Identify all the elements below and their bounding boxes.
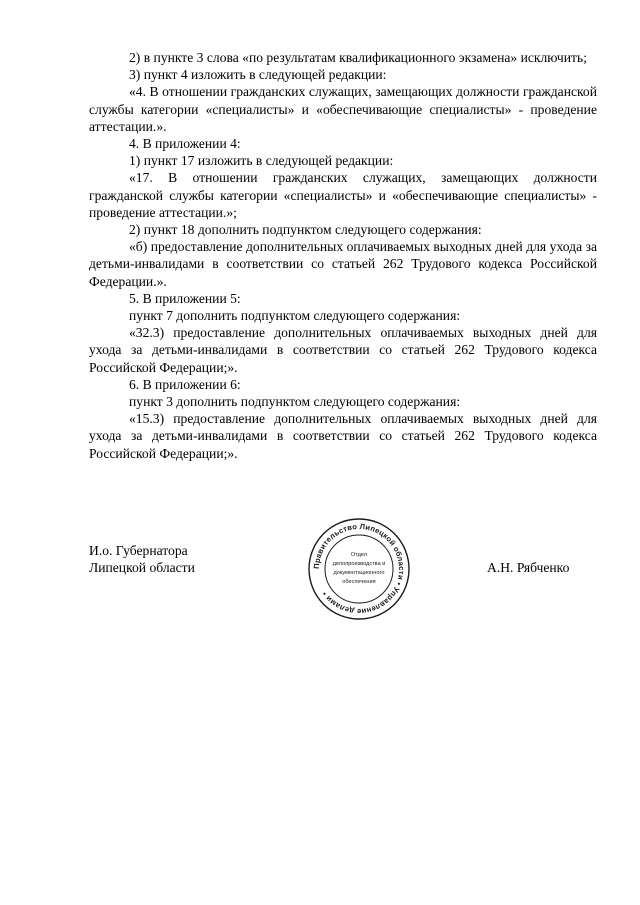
official-stamp (306, 516, 412, 622)
paragraph-appendix-4-item-1: 1) пункт 17 изложить в следующей редакции: (129, 153, 394, 169)
svg-text:Правительство Липецкой области: Правительство Липецкой области • Управление делами • (311, 521, 407, 617)
paragraph-point-4-text: «4. В отношении гражданских служащих, замещающих должности гражданской службы категории «специалисты» и «обеспечивающие специалисты» - проведение аттестации.». (89, 84, 597, 134)
stamp-center-line-3: документационного (333, 570, 385, 576)
paragraph-appendix-6-heading: 6. В приложении 6: (129, 376, 241, 392)
signatory-title (89, 542, 195, 576)
paragraph-item-2-amendment: 2) в пункте 3 слова «по результатам квалификационного экзамена» исключить; (129, 50, 587, 65)
paragraph-appendix-5-item: пункт 7 дополнить подпунктом следующего содержания: (129, 308, 461, 324)
signatory-title-line-2: Липецкой области (89, 560, 195, 576)
stamp-center-line-2: делопроизводства и (332, 561, 386, 567)
paragraph-subpoint-32-3-text: «32.3) предоставление дополнительных оплачиваемых выходных дней для ухода за детьми-инвалидами в соответствии со статьей 262 Трудового кодекса Российской Федерации;». (89, 325, 597, 375)
paragraph-subpoint-15-3-text: «15.3) предоставление дополнительных оплачиваемых выходных дней для ухода за детьми-инвалидами в соответствии со статьей 262 Трудового кодекса Российской Федерации;». (89, 411, 597, 461)
paragraph-point-17-text: «17. В отношении гражданских служащих, замещающих должности гражданской службы категории «специалисты» и «обеспечивающие специалисты» - проведение аттестации.»; (89, 170, 597, 220)
stamp-center-line-4: обеспечения (342, 579, 376, 585)
document-body (89, 49, 597, 462)
paragraph-appendix-6-item: пункт 3 дополнить подпунктом следующего содержания: (129, 394, 461, 410)
paragraph-item-3-intro: 3) пункт 4 изложить в следующей редакции: (129, 67, 387, 83)
paragraph-appendix-5-heading: 5. В приложении 5: (129, 290, 241, 306)
paragraph-subpoint-b-text: «б) предоставление дополнительных оплачиваемых выходных дней для ухода за детьми-инвалидами в соответствии со статьей 262 Трудового кодекса Российской Федерации.». (89, 239, 597, 289)
signatory-title-line-1: И.о. Губернатора (89, 543, 188, 558)
paragraph-appendix-4-heading: 4. В приложении 4: (129, 136, 241, 152)
paragraph-appendix-4-item-2: 2) пункт 18 дополнить подпунктом следующего содержания: (129, 222, 482, 238)
stamp-center-line-1: Отдел (350, 552, 368, 558)
signatory-name: А.Н. Рябченко (487, 560, 570, 575)
